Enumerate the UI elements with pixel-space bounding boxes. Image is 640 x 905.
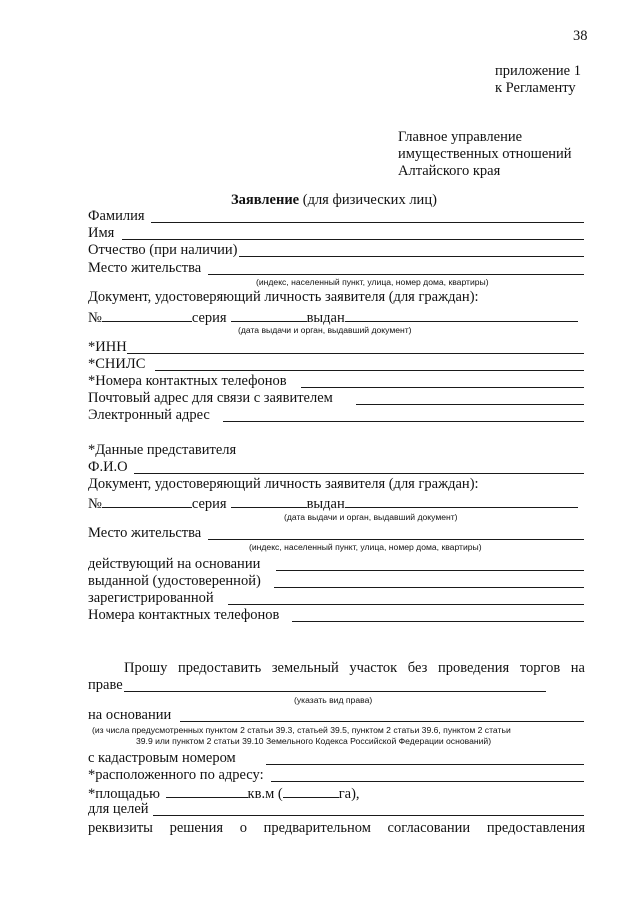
issued-hint: (дата выдачи и орган, выдавший документ) xyxy=(238,325,412,335)
acting-basis-label: действующий на основании xyxy=(88,556,261,572)
addressee-line-1: Главное управление xyxy=(398,129,523,145)
rep-issued-hint: (дата выдачи и орган, выдавший документ) xyxy=(284,512,458,522)
representative-fio-field[interactable] xyxy=(134,473,584,474)
representative-document-label: Документ, удостоверяющий личность заявителя (для граждан): xyxy=(88,476,479,492)
appendix-line-1: приложение 1 xyxy=(495,63,581,79)
rep-series-label: серия xyxy=(191,496,227,512)
basis-hint-1: (из числа предусмотренных пунктом 2 статьи 39.3, статьей 39.5, пунктом 2 статьи 39.6, пунктом 2 статьи xyxy=(92,725,511,735)
phones-field[interactable] xyxy=(301,387,584,388)
id-document-row xyxy=(88,308,578,326)
id-document-label: Документ, удостоверяющий личность заявителя (для граждан): xyxy=(88,289,479,305)
purpose-label: для целей xyxy=(88,801,149,817)
right-field[interactable] xyxy=(124,691,546,692)
request-line-1: Прошу предоставить земельный участок без проведения торгов на xyxy=(124,660,585,676)
series-label: серия xyxy=(191,310,227,326)
acting-basis-field[interactable] xyxy=(276,570,584,571)
name-field[interactable] xyxy=(122,239,584,240)
rep-residence-label: Место жительства xyxy=(88,525,202,541)
rep-document-series-field[interactable] xyxy=(231,494,307,508)
residence-field[interactable] xyxy=(208,274,584,275)
email-label: Электронный адрес xyxy=(88,407,210,423)
rep-document-number-field[interactable] xyxy=(102,494,192,508)
registered-label: зарегистрированной xyxy=(88,590,214,606)
number-sign: № xyxy=(88,310,102,326)
inn-label: *ИНН xyxy=(88,339,127,355)
postal-address-field[interactable] xyxy=(356,404,584,405)
cadastral-label: с кадастровым номером xyxy=(88,750,236,766)
rep-phones-label: Номера контактных телефонов xyxy=(88,607,280,623)
form-title xyxy=(231,192,437,208)
purpose-field[interactable] xyxy=(153,815,584,816)
rep-document-issued-field[interactable] xyxy=(345,494,578,508)
form-title-main: Заявление xyxy=(231,192,300,208)
issued-certified-label: выданной (удостоверенной) xyxy=(88,573,261,589)
appendix-line-2: к Регламенту xyxy=(495,80,576,96)
area-sqm-field[interactable] xyxy=(166,784,248,798)
area-unit: кв.м ( xyxy=(247,786,283,802)
name-label: Имя xyxy=(88,225,115,241)
residence-hint: (индекс, населенный пункт, улица, номер дома, квартиры) xyxy=(256,277,489,287)
postal-address-label: Почтовый адрес для связи с заявителем xyxy=(88,390,333,406)
form-title-sub: (для физических лиц) xyxy=(299,192,437,208)
located-field[interactable] xyxy=(271,781,584,782)
ha-unit: га), xyxy=(338,786,360,802)
area-ha-field[interactable] xyxy=(283,784,339,798)
residence-label: Место жительства xyxy=(88,260,202,276)
snils-field[interactable] xyxy=(155,370,584,371)
registered-field[interactable] xyxy=(228,604,584,605)
snils-label: *СНИЛС xyxy=(88,356,146,372)
representative-header: *Данные представителя xyxy=(88,442,237,458)
representative-fio-label: Ф.И.О xyxy=(88,459,128,475)
document-series-field[interactable] xyxy=(231,308,307,322)
surname-field[interactable] xyxy=(151,222,584,223)
right-hint: (указать вид права) xyxy=(294,695,373,705)
representative-document-row xyxy=(88,494,578,512)
email-field[interactable] xyxy=(223,421,584,422)
basis-hint-2: 39.9 или пунктом 2 статьи 39.10 Земельного Кодекса Российской Федерации оснований) xyxy=(136,736,492,746)
basis-label: на основании xyxy=(88,707,172,723)
phones-label: *Номера контактных телефонов xyxy=(88,373,287,389)
located-label: *расположенного по адресу: xyxy=(88,767,264,783)
rep-phones-field[interactable] xyxy=(292,621,584,622)
rep-number-sign: № xyxy=(88,496,102,512)
addressee-line-3: Алтайского края xyxy=(398,163,501,179)
page-number: 38 xyxy=(573,28,588,44)
basis-field[interactable] xyxy=(180,721,584,722)
surname-label: Фамилия xyxy=(88,208,145,224)
patronymic-label: Отчество (при наличии) xyxy=(88,242,238,258)
rep-residence-field[interactable] xyxy=(208,539,584,540)
inn-field[interactable] xyxy=(127,353,584,354)
patronymic-field[interactable] xyxy=(239,256,584,257)
requisites-line: реквизиты решения о предварительном согласовании предоставления xyxy=(88,820,585,836)
cadastral-field[interactable] xyxy=(266,764,584,765)
rep-residence-hint: (индекс, населенный пункт, улица, номер дома, квартиры) xyxy=(249,542,482,552)
issued-certified-field[interactable] xyxy=(274,587,584,588)
document-issued-field[interactable] xyxy=(345,308,578,322)
area-label: *площадью xyxy=(88,786,160,802)
issued-label: выдан xyxy=(306,310,345,326)
document-number-field[interactable] xyxy=(102,308,192,322)
area-row xyxy=(88,784,360,802)
addressee-line-2: имущественных отношений xyxy=(398,146,572,162)
right-label: праве xyxy=(88,677,123,693)
rep-issued-label: выдан xyxy=(306,496,345,512)
